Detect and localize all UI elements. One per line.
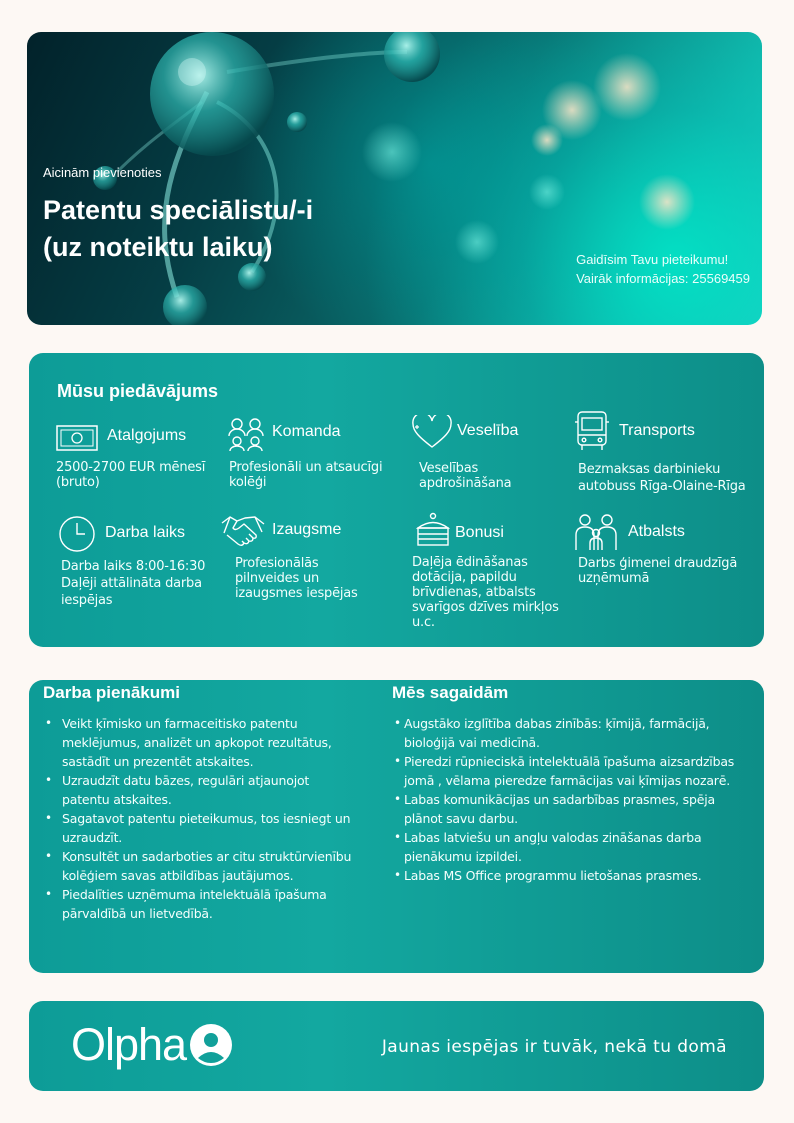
line: meklējumus, analizēt un apkopot rezultātus, [62, 735, 332, 750]
offer-item-desc [56, 460, 205, 490]
job-title-line2: (uz noteiktu laiku) [43, 232, 273, 262]
offer-item-health [411, 415, 571, 495]
offer-item-hours [58, 515, 233, 615]
line: • Piedalīties uzņēmuma intelektuālā īpašuma [62, 887, 327, 902]
offer-item-label: Atalgojums [107, 427, 187, 444]
list-item [43, 771, 383, 809]
duties-list [43, 714, 383, 923]
line: • Sagatavot patentu pieteikumus, tos iesniegt un [62, 811, 351, 826]
list-item [43, 809, 383, 847]
footer-slogan: Jaunas iespējas ir tuvāk, nekā tu domā [381, 1037, 727, 1057]
line: pārvaldībā un lietvedībā. [62, 906, 213, 921]
clock-icon [58, 515, 96, 553]
logo-wordmark: Olpha [71, 1019, 187, 1070]
offer-item-desc [229, 460, 382, 490]
desc-line: svarīgos dzīves mirkļos [412, 600, 559, 615]
offer-item-desc [61, 558, 205, 609]
offer-item-salary [56, 423, 226, 493]
footer-banner [29, 1001, 764, 1091]
heart-icon [411, 415, 453, 449]
money-icon [56, 425, 98, 451]
line: sastādīt un prezentēt atskaites. [62, 754, 254, 769]
hero-contact [576, 250, 750, 288]
desc-line: Darbs ģimenei draudzīgā [578, 556, 738, 571]
list-item [394, 714, 759, 752]
line: • Pieredzi rūpnieciskā intelektuālā īpašuma aizsardzības [404, 754, 735, 769]
desc-line: Bezmaksas darbinieku [578, 462, 721, 477]
desc-line: Profesionālās [235, 556, 319, 571]
line: • Konsultēt un sadarboties ar citu struktūrvienību [62, 849, 352, 864]
list-item [43, 714, 383, 771]
desc-line: u.c. [412, 615, 435, 630]
desc-line: (bruto) [56, 475, 100, 490]
offer-item-transport [574, 410, 754, 500]
list-item [394, 828, 759, 866]
job-title-line1: Patentu speciālistu/-i [43, 195, 314, 225]
line: • Labas komunikācijas un sadarbības prasmes, spēja [404, 792, 715, 807]
offer-item-desc [578, 556, 737, 586]
team-icon [228, 417, 264, 451]
desc-line: iespējas [61, 593, 113, 608]
desc-line: 2500-2700 EUR mēnesī [56, 460, 206, 475]
duties-title: Darba pienākumi [43, 683, 180, 702]
offer-item-desc [235, 556, 358, 601]
cake-icon [415, 512, 451, 548]
line: bioloģijā vai medicīnā. [404, 735, 540, 750]
desc-line: izaugsmes iespējas [235, 586, 358, 601]
line: patentu atskaites. [62, 792, 172, 807]
line: • Augstāko izglītība dabas zinībās: ķīmijā, farmācijā, [404, 716, 710, 731]
line: • Uzraudzīt datu bāzes, regulāri atjaunojot [62, 773, 310, 788]
list-item [394, 790, 759, 828]
offer-item-label: Atbalsts [628, 523, 685, 540]
family-icon [574, 513, 618, 551]
desc-line: kolēģi [229, 475, 267, 490]
offer-item-label: Izaugsme [272, 521, 342, 538]
offer-item-bonus [411, 512, 586, 637]
offer-item-desc [419, 461, 511, 491]
offer-item-label: Transports [619, 422, 695, 439]
contact-line1: Gaidīsim Tavu pieteikumu! [576, 252, 729, 267]
olpha-logo [71, 1015, 234, 1075]
job-title [43, 192, 313, 266]
desc-line: Veselības [419, 461, 479, 476]
line: • Labas MS Office programmu lietošanas prasmes. [404, 868, 702, 883]
desc-line: autobuss Rīga-Olaine-Rīga [578, 479, 746, 494]
duties-requirements-section [29, 680, 764, 973]
offer-item-team [228, 417, 398, 490]
desc-line: Daļēja ēdināšanas [412, 555, 528, 570]
offer-item-desc [412, 555, 559, 630]
bus-icon [574, 410, 610, 452]
desc-line: Daļēji attālināta darba [61, 576, 202, 591]
list-item [394, 752, 759, 790]
offer-item-growth [221, 513, 401, 613]
offer-item-desc [578, 461, 746, 495]
contact-phone: Vairāk informācijas: 25569459 [576, 271, 750, 286]
desc-line: pilnveides un [235, 571, 320, 586]
line: jomā , vēlama pieredze farmācijas vai ķīmijas nozarē. [404, 773, 730, 788]
requirements-list [394, 714, 759, 885]
offer-item-label: Darba laiks [105, 524, 186, 541]
line: plānot savu darbu. [404, 811, 518, 826]
handshake-icon [221, 513, 265, 549]
offer-item-label: Veselība [457, 422, 519, 439]
desc-line: Profesionāli un atsaucīgi [229, 460, 383, 475]
line: kolēģiem savas atbildības jautājumos. [62, 868, 294, 883]
line: pienākumu izpildei. [404, 849, 522, 864]
offer-item-label: Komanda [272, 423, 341, 440]
line: uzraudzīt. [62, 830, 123, 845]
offer-item-label: Bonusi [455, 524, 504, 541]
offer-item-support [574, 513, 754, 593]
requirements-title: Mēs sagaidām [392, 683, 509, 702]
logo-person-icon [188, 1022, 234, 1068]
offer-heading: Mūsu piedāvājums [57, 381, 219, 401]
desc-line: brīvdienas, atbalsts [412, 585, 536, 600]
list-item [43, 885, 383, 923]
list-item [394, 866, 759, 885]
desc-line: uzņēmumā [578, 571, 650, 586]
offer-section [29, 353, 764, 647]
list-item [43, 847, 383, 885]
line: • Labas latviešu un angļu valodas zināšanas darba [404, 830, 702, 845]
line: • Veikt ķīmisko un farmaceitisko patentu [62, 716, 298, 731]
hero-banner [27, 32, 762, 325]
desc-line: dotācija, papildu [412, 570, 517, 585]
hero-kicker: Aicinām pievienoties [43, 165, 162, 180]
desc-line: Darba laiks 8:00-16:30 [61, 559, 206, 574]
desc-line: apdrošināšana [419, 476, 512, 491]
